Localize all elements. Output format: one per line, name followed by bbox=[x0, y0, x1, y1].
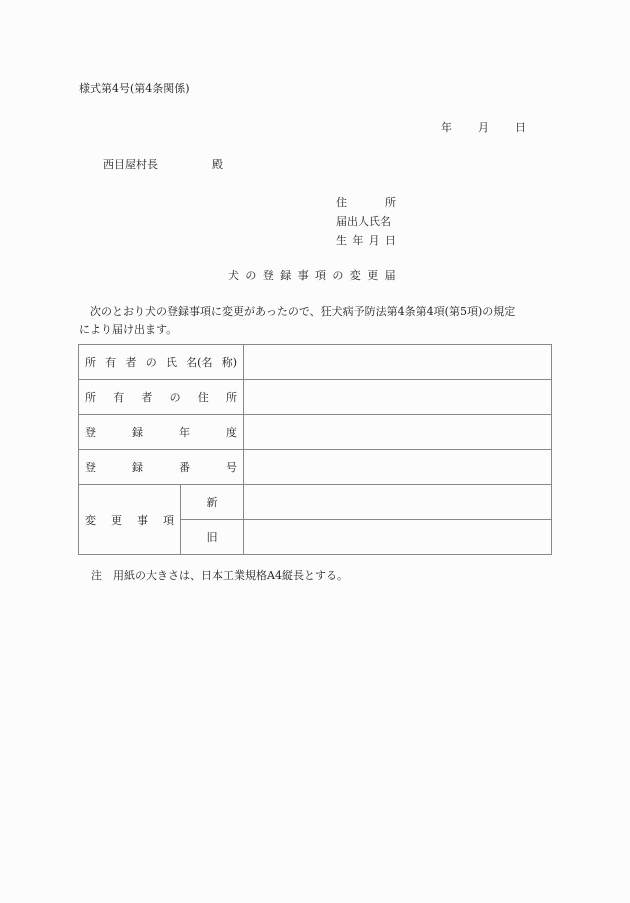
table-row-registration-number bbox=[79, 450, 552, 485]
owner-address-label: 所 有 者 の 住 所 bbox=[79, 380, 244, 415]
registration-number-label: 登 録 番 号 bbox=[79, 450, 244, 485]
new-value-field[interactable] bbox=[244, 485, 552, 520]
table-row-change-new bbox=[79, 485, 552, 520]
addressee-name: 西目屋村長 bbox=[103, 158, 158, 171]
addressee bbox=[103, 156, 223, 172]
owner-name-label: 所 有 者 の 氏 名(名 称) bbox=[79, 345, 244, 380]
owner-name-field[interactable] bbox=[244, 345, 552, 380]
table-row-owner-name bbox=[79, 345, 552, 380]
birthdate-label: 生 年 月 日 bbox=[336, 234, 396, 247]
day-label: 日 bbox=[515, 121, 526, 134]
registration-year-field[interactable] bbox=[244, 415, 552, 450]
applicant-name-label: 届出人氏名 bbox=[336, 215, 391, 228]
body-line-1: 次のとおり犬の登録事項に変更があったので、狂犬病予防法第4条第4項(第5項)の規定 bbox=[90, 305, 516, 318]
year-label: 年 bbox=[441, 121, 452, 134]
document-title: 犬の登録事項の変更届 bbox=[228, 269, 402, 282]
new-label: 新 bbox=[181, 485, 244, 520]
table-row-registration-year bbox=[79, 415, 552, 450]
old-value-field[interactable] bbox=[244, 520, 552, 555]
addressee-honorific: 殿 bbox=[212, 158, 223, 171]
address-label: 住 所 bbox=[336, 196, 396, 209]
old-label: 旧 bbox=[181, 520, 244, 555]
registration-year-label: 登 録 年 度 bbox=[79, 415, 244, 450]
body-text bbox=[79, 303, 559, 339]
paper-size-note: 注 用紙の大きさは、日本工業規格A4縦長とする。 bbox=[91, 569, 348, 582]
owner-address-field[interactable] bbox=[244, 380, 552, 415]
date-line bbox=[441, 119, 526, 135]
body-line-2: により届け出ます。 bbox=[79, 323, 178, 336]
registration-number-field[interactable] bbox=[244, 450, 552, 485]
table-row-owner-address bbox=[79, 380, 552, 415]
applicant-block bbox=[336, 193, 396, 250]
form-number: 様式第4号(第4条関係) bbox=[79, 82, 190, 95]
month-label: 月 bbox=[478, 121, 489, 134]
change-items-label: 変 更 事 項 bbox=[79, 485, 181, 555]
registration-change-table bbox=[78, 344, 552, 555]
